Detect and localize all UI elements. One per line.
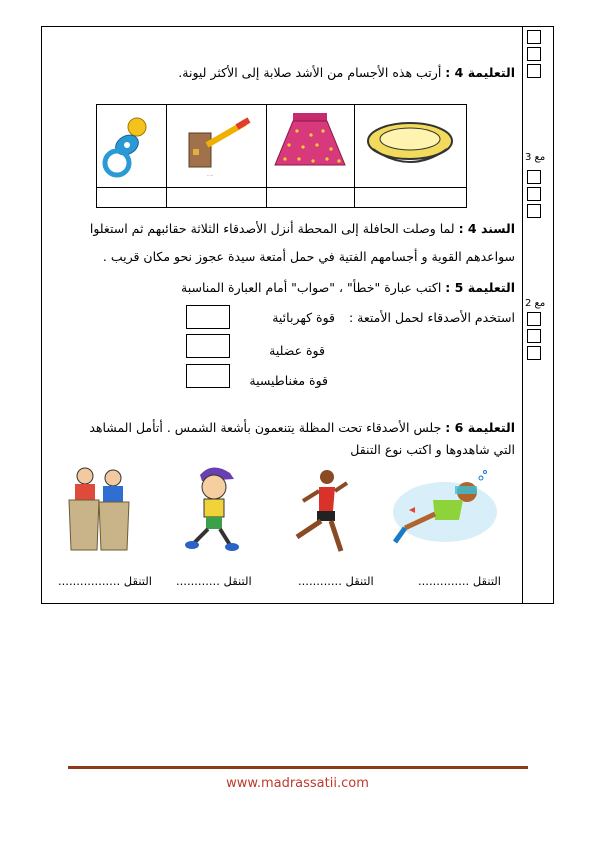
answer-box-electric[interactable] — [186, 305, 230, 329]
pacifier-icon — [97, 105, 165, 185]
instruction-4 — [178, 65, 515, 80]
object-cell-hammer — [167, 105, 267, 187]
grade-box[interactable] — [527, 204, 541, 218]
svg-text:·····: ····· — [207, 173, 214, 178]
instruction-4-text: أرتب هذه الأجسام من الأشد صلابة إلى الأكثر ليونة. — [178, 65, 442, 80]
movement-answer-1[interactable]: التنقل .............. — [418, 574, 501, 588]
grade-box[interactable] — [527, 170, 541, 184]
support-4-line-2: سواعدهم القوية و أجسامهم الفتية في حمل أمتعة سيدة عجوز نحو مكان قريب . — [102, 249, 515, 264]
hammer-icon — [167, 105, 265, 185]
grade-box[interactable] — [527, 64, 541, 78]
instruction-5-text: اكتب عبارة "خطأ" ، "صواب" أمام العبارة المناسبة — [181, 280, 442, 295]
grade-box[interactable] — [527, 47, 541, 61]
movement-answer-4[interactable]: التنقل ................. — [58, 574, 152, 588]
running-man-icon — [285, 465, 355, 560]
answer-cell[interactable] — [97, 187, 167, 208]
support-4-line-1 — [90, 221, 515, 236]
skirt-icon — [267, 105, 353, 185]
movement-answer-2[interactable]: التنقل ............ — [298, 574, 374, 588]
instruction-6-line-1 — [89, 420, 515, 435]
instruction-6-label: التعليمة 6 : — [445, 420, 515, 435]
object-cell-pacifier — [97, 105, 167, 187]
object-cell-skirt — [267, 105, 355, 187]
criterion-label: مع 2 — [525, 298, 546, 309]
option-muscle-force: قوة عضلية — [269, 343, 325, 358]
answer-box-magnetic[interactable] — [186, 364, 230, 388]
grade-box[interactable] — [527, 187, 541, 201]
support-4-label: السند 4 : — [458, 221, 515, 236]
answer-cell[interactable] — [167, 187, 267, 208]
grade-box[interactable] — [527, 329, 541, 343]
walking-boy-icon — [178, 463, 248, 553]
footer-link[interactable]: www.madrassatii.com — [226, 776, 369, 791]
grade-box[interactable] — [527, 30, 541, 44]
instruction-5 — [181, 280, 515, 295]
objects-table — [96, 104, 467, 208]
grade-box[interactable] — [527, 346, 541, 360]
instruction-5-label: التعليمة 5 : — [445, 280, 515, 295]
grading-column-divider — [522, 26, 523, 604]
option-magnetic-force: قوة مغناطيسية — [249, 373, 328, 388]
instruction-5-intro — [272, 310, 515, 325]
instruction-6-text: جلس الأصدقاء تحت المظلة يتنعمون بأشعة الشمس . أتأمل المشاهد — [89, 420, 442, 435]
sack-race-icon — [55, 462, 145, 557]
footer-rule — [68, 766, 528, 769]
plate-icon — [355, 105, 465, 185]
option-electric-force: قوة كهربائية — [272, 310, 336, 325]
answer-cell[interactable] — [355, 187, 466, 208]
intro-text: استخدم الأصدقاء لحمل الأمتعة : — [348, 310, 515, 325]
instruction-4-label: التعليمة 4 : — [445, 65, 515, 80]
support-4-text: لما وصلت الحافلة إلى المحطة أنزل الأصدقاء الثلاثة حقائبهم ثم استغلوا — [89, 221, 455, 236]
movement-answer-3[interactable]: التنقل ............ — [176, 574, 252, 588]
object-cell-plate — [355, 105, 466, 187]
grade-box[interactable] — [527, 312, 541, 326]
answer-box-muscle[interactable] — [186, 334, 230, 358]
criterion-label: مع 3 — [525, 152, 546, 163]
instruction-6-line-2: التي شاهدوها و اكتب نوع التنقل — [350, 442, 515, 457]
answer-cell[interactable] — [267, 187, 355, 208]
swimming-boy-icon — [385, 470, 500, 555]
